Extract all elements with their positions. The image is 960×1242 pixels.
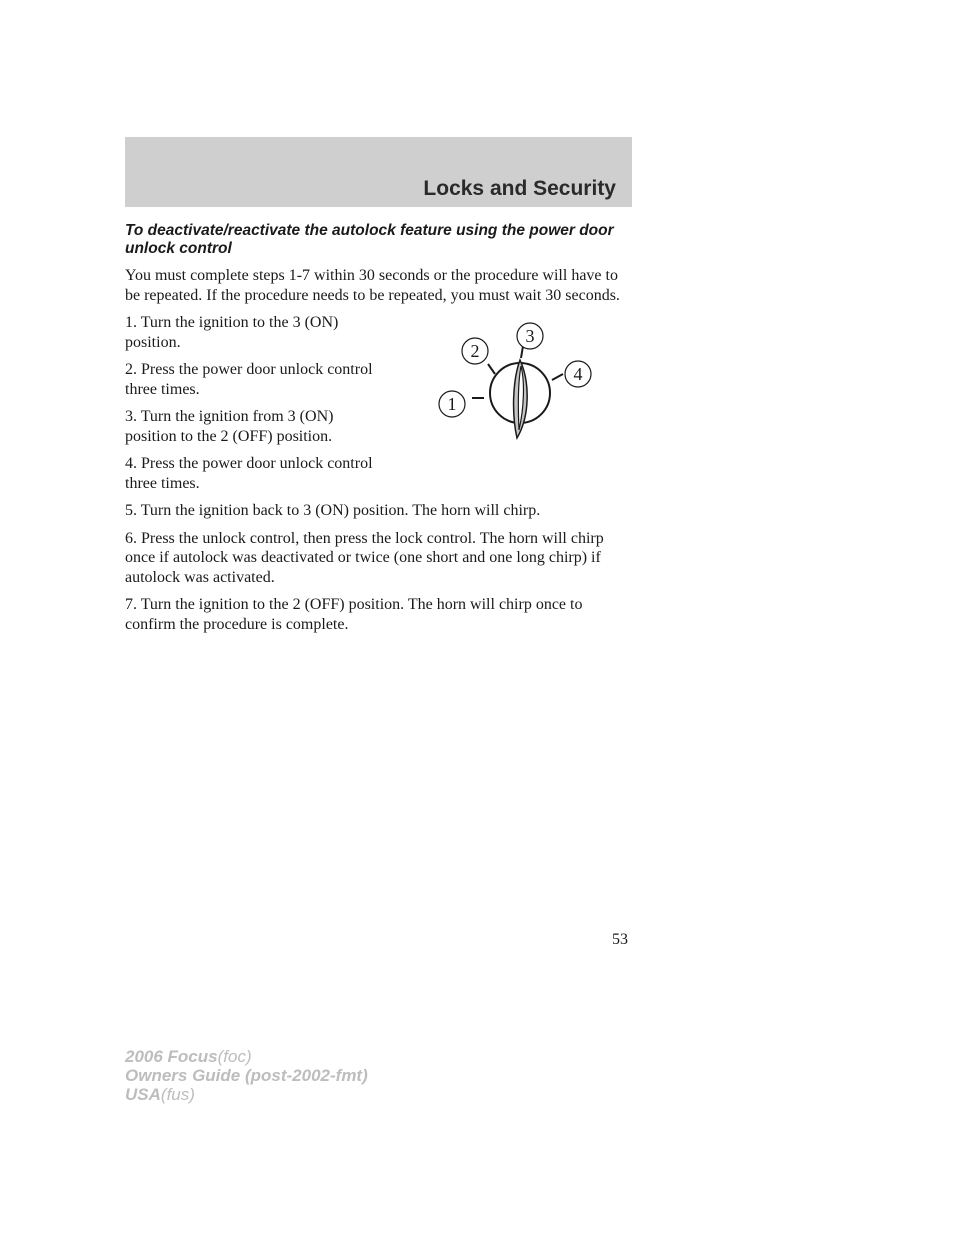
position-tick-3 [521,346,523,358]
position-label-4: 4 [573,364,583,384]
footer-market: USA [125,1085,161,1104]
intro-paragraph: You must complete steps 1-7 within 30 seconds or the procedure will have to be repeated. If the procedure needs to be repeated, you must wait 30 seconds. [125,267,620,304]
footer-market-code: (fus) [160,1085,195,1104]
footer-line-1 [125,1047,368,1066]
position-label-3: 3 [525,326,535,346]
position-label-1: 1 [447,394,457,414]
footer-model: 2006 Focus [125,1047,218,1066]
position-label-2: 2 [470,341,480,361]
footer-guide: Owners Guide (post-2002-fmt) [125,1066,368,1085]
page-number: 53 [612,931,628,948]
position-tick-4 [552,374,563,380]
footer [125,1047,368,1104]
step-3: 3. Turn the ignition from 3 (ON) position to the 2 (OFF) position. [125,408,334,445]
ignition-switch-icon [432,320,602,444]
step-5: 5. Turn the ignition back to 3 (ON) position. The horn will chirp. [125,502,541,519]
footer-line-2 [125,1066,368,1085]
position-tick-2 [488,364,495,374]
step-4: 4. Press the power door unlock control three times. [125,455,373,492]
step-6: 6. Press the unlock control, then press the lock control. The horn will chirp once if autolock was deactivated or twice (one short and one long chirp) if autolock was activated. [125,529,604,586]
footer-model-code: (foc) [217,1047,252,1066]
step-1: 1. Turn the ignition to the 3 (ON) position. [125,314,339,351]
subheading: To deactivate/reactivate the autolock feature using the power door unlock control [125,222,614,257]
ignition-diagram [432,320,602,444]
header-band [125,137,632,207]
footer-line-3 [125,1085,368,1104]
step-7: 7. Turn the ignition to the 2 (OFF) position. The horn will chirp once to confirm the procedure is complete. [125,596,583,633]
section-title: Locks and Security [423,177,616,200]
step-2: 2. Press the power door unlock control three times. [125,361,373,398]
